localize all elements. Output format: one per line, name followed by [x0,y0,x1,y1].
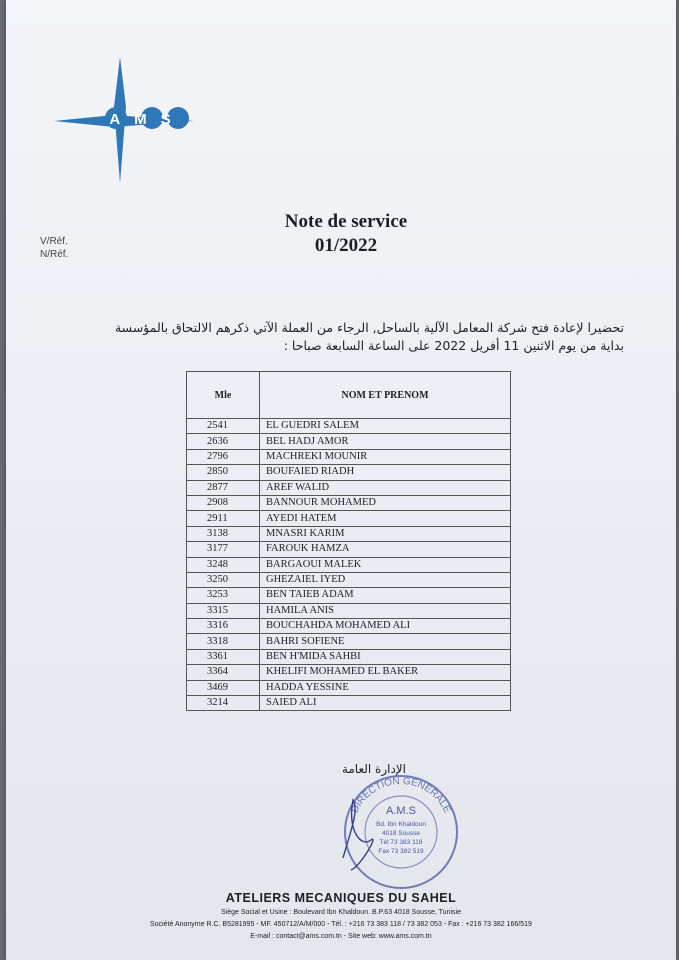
table-row [187,511,511,526]
table-header-row [187,372,511,419]
employee-name: HAMILA ANIS [260,603,511,618]
page-title: Note de service [284,211,408,232]
table-body [187,419,511,711]
logo-text: AMS [109,111,185,128]
table-row [187,434,511,449]
employee-mle: 3214 [187,696,260,711]
employee-mle: 2908 [187,495,260,510]
table-row [187,526,511,541]
table-row [187,634,511,649]
employee-name: AREF WALID [260,480,511,495]
note-number: 01/2022 [314,235,378,256]
stamp-top-text: DIRECTION GENERALE [349,775,453,815]
employee-name: MNASRI KARIM [260,526,511,541]
table-row [187,680,511,695]
employee-name: GHEZAIEL IYED [260,572,511,587]
employee-mle: 3138 [187,526,260,541]
employee-name: KHELIFI MOHAMED EL BAKER [260,665,511,680]
company-contact: E-mail : contact@ams.com.tn - Site web: www.ams.com.tn [250,933,432,940]
employee-name: MACHREKI MOUNIR [260,449,511,464]
table-row [187,542,511,557]
employee-mle: 3364 [187,665,260,680]
employee-mle: 3315 [187,603,260,618]
table-row [187,603,511,618]
employee-name: AYEDI HATEM [260,511,511,526]
employee-mle: 3248 [187,557,260,572]
document-page [6,0,676,960]
table-row [187,572,511,587]
employee-mle: 2541 [187,419,260,434]
employee-name: BANNOUR MOHAMED [260,495,511,510]
employee-mle: 3318 [187,634,260,649]
intro-line-2: بداية من يوم الاثنين 11 أفريل 2022 على الساعة السابعة صباحا : [283,338,624,353]
employee-name: BEL HADJ AMOR [260,434,511,449]
ams-logo [54,55,204,185]
table-row [187,480,511,495]
employee-mle: 3250 [187,572,260,587]
stamp-line: Fax 73 382 519 [378,848,424,855]
employee-name: FAROUK HAMZA [260,542,511,557]
table-row [187,419,511,434]
employee-mle: 3316 [187,619,260,634]
employee-name: BEN TAIEB ADAM [260,588,511,603]
table-row [187,557,511,572]
stamp-line: Tél 73 383 118 [379,839,423,846]
employee-name: BOUCHAHDA MOHAMED ALI [260,619,511,634]
table-row [187,619,511,634]
employee-mle: 3253 [187,588,260,603]
employee-mle: 3177 [187,542,260,557]
n-ref-label: N/Réf. [40,249,69,260]
employee-name: BARGAOUI MALEK [260,557,511,572]
employee-mle: 3469 [187,680,260,695]
employee-mle: 2877 [187,480,260,495]
employee-name: BEN H'MIDA SAHBI [260,649,511,664]
table-row [187,495,511,510]
employee-mle: 3361 [187,649,260,664]
employee-name: EL GUEDRI SALEM [260,419,511,434]
employee-name: SAIED ALI [260,696,511,711]
stamp-center-text: A.M.S [386,805,416,817]
table-row [187,465,511,480]
general-direction-label: الإدارة العامة [341,762,406,776]
employee-mle: 2911 [187,511,260,526]
intro-line-1: تحضيرا لإعادة فتح شركة المعامل الآلية بالساحل, الرجاء من العملة الآتي ذكرهم الالتحاق بالمؤسسة [114,320,624,335]
company-stamp [331,770,471,890]
employee-mle: 2636 [187,434,260,449]
column-header-name: NOM ET PRENOM [260,372,511,419]
v-ref-label: V/Réf. [40,236,68,247]
stamp-line: Bd. Ibn Khaldoun [376,821,426,828]
table-row [187,588,511,603]
stamp-line: 4018 Sousse [382,830,420,837]
table-row [187,449,511,464]
company-name: ATELIERS MECANIQUES DU SAHEL [225,891,457,905]
table-row [187,649,511,664]
employee-mle: 2796 [187,449,260,464]
employee-name: BOUFAIED RIADH [260,465,511,480]
employee-name: BAHRI SOFIENE [260,634,511,649]
company-registration: Société Anonyme R.C. B5281995 - MF. 450712/A/M/000 - Tél. : +216 73 383 118 / 73 382 053 - Fax : +216 73 382 166/519 [150,921,532,928]
employee-mle: 2850 [187,465,260,480]
column-header-mle: Mle [187,372,260,419]
employee-name: HADDA YESSINE [260,680,511,695]
employee-table [186,371,511,711]
company-address: Siège Social et Usine : Boulevard Ibn Khaldoun. B.P.63 4018 Sousse, Tunisie [221,909,461,916]
table-row [187,665,511,680]
table-row [187,696,511,711]
